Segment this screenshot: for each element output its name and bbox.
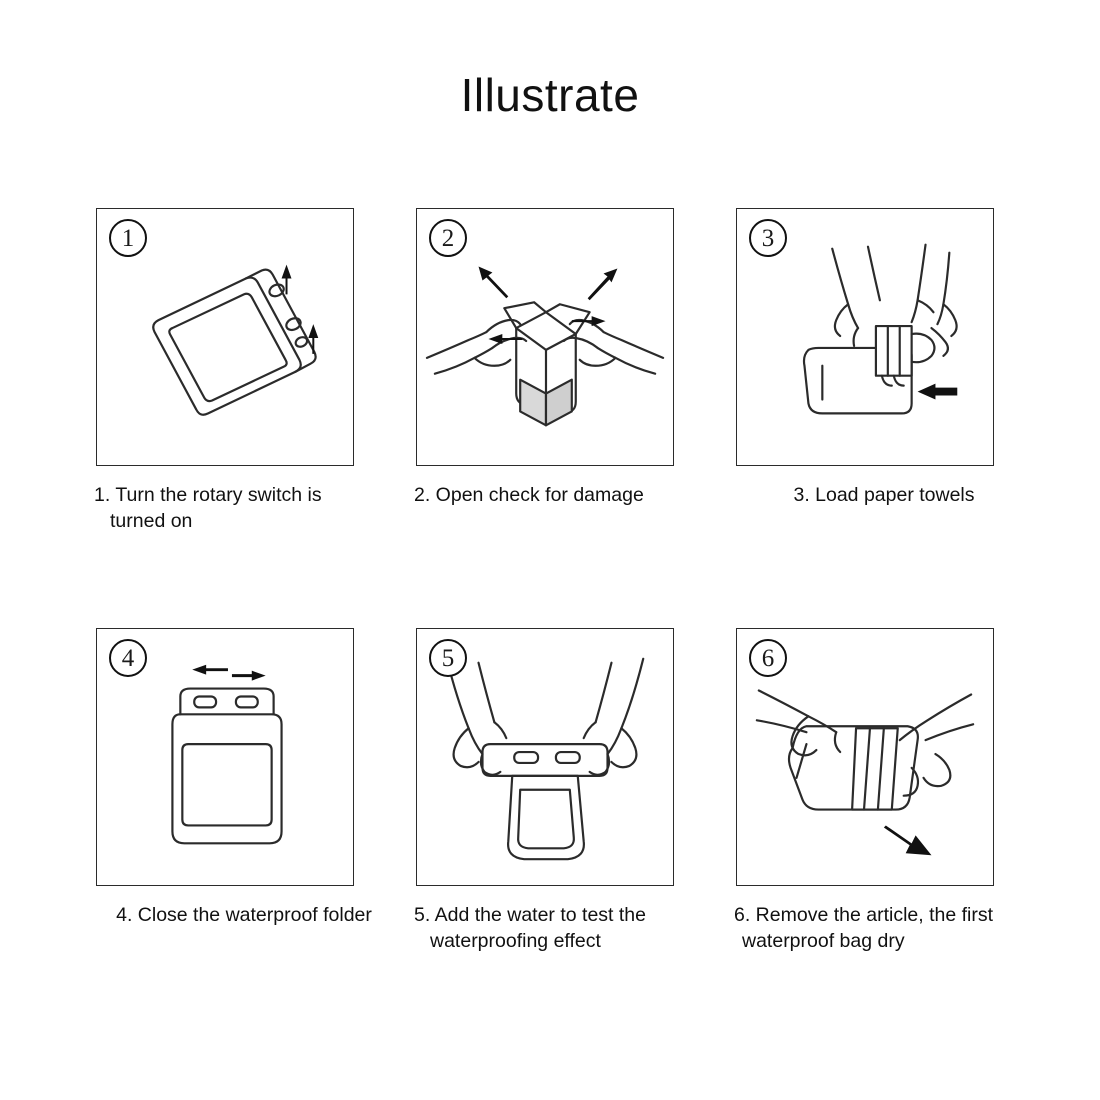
step-caption-4 (80, 902, 400, 928)
step-caption-6 (720, 902, 1040, 955)
step-cell-3 (720, 208, 1040, 628)
step-panel-5 (416, 628, 674, 886)
page-title: Illustrate (460, 69, 640, 121)
step-panel-2 (416, 208, 674, 466)
step-caption-line2-1: turned on (110, 510, 193, 533)
step-cell-2 (400, 208, 720, 628)
step-caption-1 (80, 482, 400, 535)
step-cell-6 (720, 628, 1040, 1048)
step-caption-3 (720, 482, 1040, 508)
step-number-badge-3: 3 (749, 219, 787, 257)
step-panel-3 (736, 208, 994, 466)
step-caption-line1-4: 4. Close the waterproof folder (116, 904, 372, 926)
step-number-badge-1: 1 (109, 219, 147, 257)
step-number-badge-5: 5 (429, 639, 467, 677)
steps-grid (80, 208, 1020, 1048)
step-caption-2 (400, 482, 720, 508)
step-number-badge-2: 2 (429, 219, 467, 257)
step-cell-5 (400, 628, 720, 1048)
step-caption-line2-6: waterproof bag dry (742, 930, 905, 953)
step-caption-line1-5: 5. Add the water to test the (414, 904, 646, 926)
step-caption-line1-1: 1. Turn the rotary switch is (94, 484, 322, 506)
step-cell-1 (80, 208, 400, 628)
step-caption-line2-5: waterproofing effect (430, 930, 601, 953)
step-caption-line1-6: 6. Remove the article, the first (734, 904, 994, 926)
step-panel-4 (96, 628, 354, 886)
step-caption-line1-2: 2. Open check for damage (414, 484, 644, 506)
step-cell-4 (80, 628, 400, 1048)
step-panel-6 (736, 628, 994, 886)
step-panel-1 (96, 208, 354, 466)
step-number-badge-4: 4 (109, 639, 147, 677)
step-caption-5 (400, 902, 720, 955)
step-caption-line1-3: 3. Load paper towels (793, 484, 975, 506)
step-number-badge-6: 6 (749, 639, 787, 677)
